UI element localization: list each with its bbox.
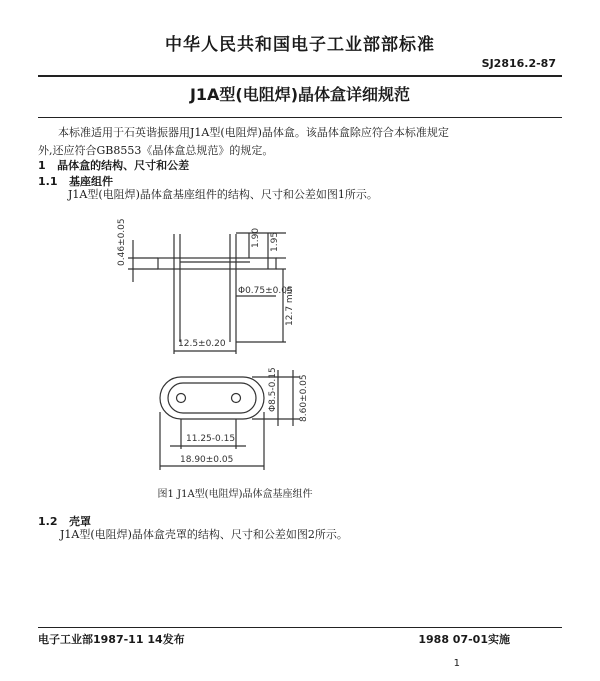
page-number: 1 (453, 658, 460, 669)
section-1-title: 晶体盒的结构、尺寸和公差 (57, 159, 190, 172)
footer-divider (38, 627, 562, 628)
section-1-number: 1 (38, 159, 46, 172)
section-1-2-body: J1A型(电阻焊)晶体盒壳罩的结构、尺寸和公差如图2所示。 (60, 528, 348, 541)
title-divider (38, 117, 562, 118)
dim-span-label: 12.5±0.20 (178, 339, 226, 349)
section-1-heading (38, 157, 189, 173)
figure-1-drawing (0, 210, 600, 495)
section-1-1-body: J1A型(电阻焊)晶体盒基座组件的结构、尺寸和公差如图1所示。 (68, 188, 378, 201)
section-1-1-title: 基座组件 (69, 175, 113, 188)
base-plan-inner (168, 383, 256, 413)
intro-line-2: 外,还应符合GB8553《晶体盒总规范》的规定。 (38, 144, 274, 157)
standard-number: SJ2816.2-87 (481, 57, 556, 70)
dim-plan-h1-label: Φ8.5-0.15 (268, 367, 278, 412)
dim-pin-length-label: 12.7 min (285, 286, 295, 326)
issue-date: 电子工业部1987-11 14发布 (38, 633, 185, 646)
standard-issuer-title: 中华人民共和国电子工业部部标准 (165, 35, 435, 55)
pin-hole-left (177, 394, 186, 403)
dim-plan-h2-label: 8.60±0.05 (299, 374, 309, 422)
section-1-2-number: 1.2 (38, 515, 58, 528)
pin-hole-right (232, 394, 241, 403)
effective-date: 1988 07-01实施 (418, 633, 510, 646)
dim-pitch-label: 11.25-0.15 (186, 434, 236, 444)
base-flange-outline (158, 258, 276, 269)
dim-pin-diameter-label: Φ0.75±0.05 (238, 286, 293, 296)
section-1-2-title: 壳罩 (69, 515, 91, 528)
dim-1-95-label: 1.95 (270, 231, 280, 252)
dim-thickness-label: 0.46±0.05 (117, 218, 127, 266)
intro-line-1: 本标准适用于石英谐振器用J1A型(电阻焊)晶体盒。该晶体盒除应符合本标准规定 (58, 126, 449, 139)
document-title: J1A型(电阻焊)晶体盒详细规范 (189, 85, 411, 104)
figure-1-caption: 图1 J1A型(电阻焊)晶体盒基座组件 (157, 489, 313, 500)
section-1-1-number: 1.1 (38, 175, 58, 188)
dim-total-label: 18.90±0.05 (180, 455, 234, 465)
header-divider (38, 75, 562, 77)
dim-1-90-label: 1.90 (251, 227, 261, 248)
